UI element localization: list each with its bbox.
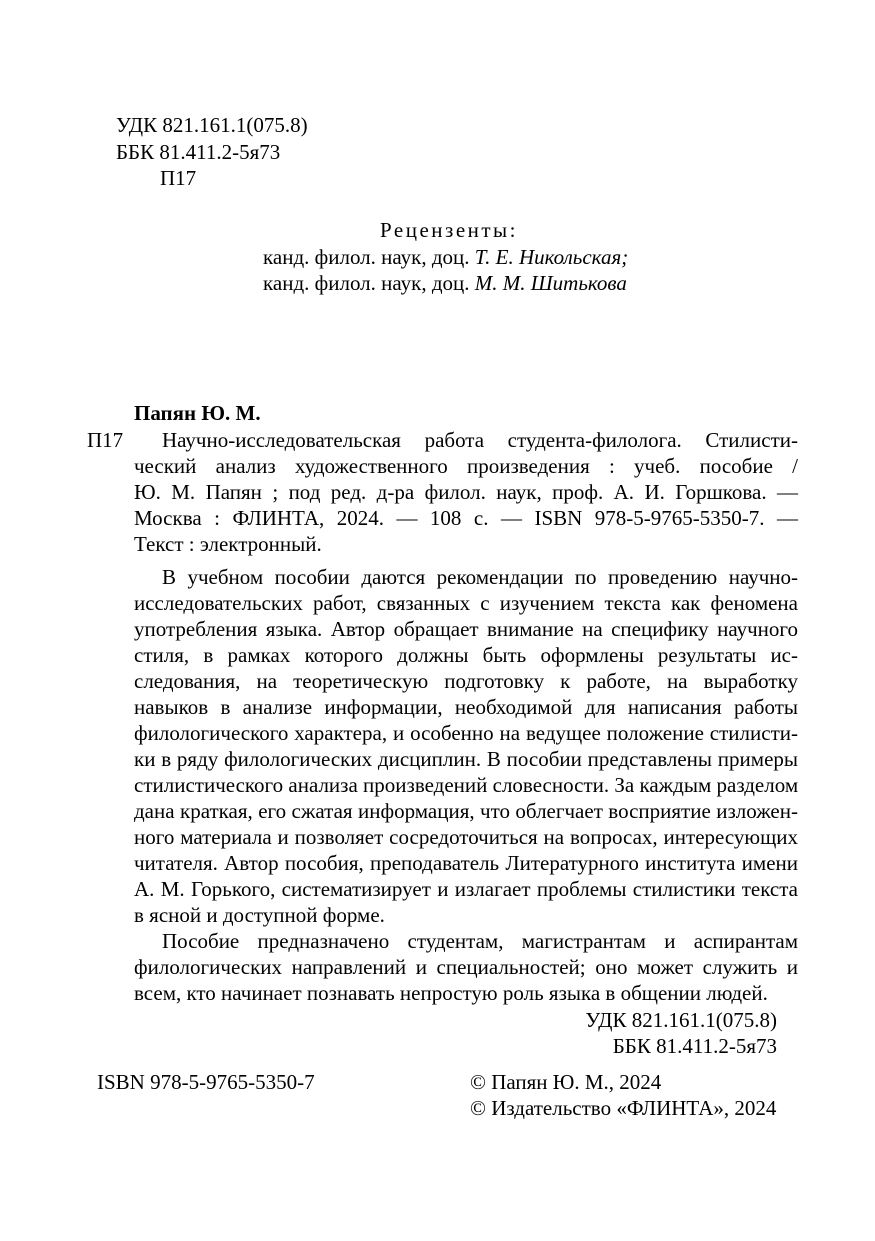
abstract-line: дана краткая, его сжатая информация, что облегчает восприятие изложен- — [134, 799, 798, 823]
reviewers-title: Рецензенты: — [380, 218, 518, 242]
reviewer-2-name: М. М. Шитькова — [474, 271, 627, 295]
abstract-line: всем, кто начинает познавать непростую роль языка в общении людей. — [134, 981, 768, 1005]
abstract-line: В учебном пособии даются рекомендации по проведению научно- — [162, 565, 798, 589]
copyright-author: © Папян Ю. М., 2024 — [470, 1070, 662, 1094]
bib-author: Папян Ю. М. — [134, 401, 261, 425]
abstract-line: стиля, в рамках которого должны быть оформлены результаты ис- — [134, 643, 798, 667]
abstract-line: ного материала и позволяет сосредоточиться на вопросах, интересующих — [134, 825, 798, 849]
abstract-line: стилистического анализа произведений словесности. За каждым разделом — [134, 773, 799, 797]
bib-code: П17 — [87, 428, 124, 452]
footer-udk: УДК 821.161.1(075.8) — [585, 1008, 777, 1032]
abstract-line: филологического характера, и особенно на ведущее положение стилисти- — [134, 721, 798, 745]
abstract-line: Пособие предназначено студентам, магистрантам и аспирантам — [162, 929, 798, 953]
abstract-line: филологических направлений и специальностей; оно может служить и — [134, 955, 798, 979]
reviewer-2-degree: канд. филол. наук, доц. — [263, 271, 475, 295]
reviewer-1 — [263, 244, 628, 270]
author-mark: П17 — [160, 166, 197, 190]
bib-line: Научно-исследовательская работа студента-филолога. Стилисти- — [162, 428, 798, 452]
udk-code: УДК 821.161.1(075.8) — [116, 113, 308, 137]
abstract-line: в ясной и доступной форме. — [134, 903, 385, 927]
footer-bbk: ББК 81.411.2-5я73 — [612, 1034, 777, 1058]
abstract-line: навыков в анализе информации, необходимой для написания работы — [134, 695, 798, 719]
abstract-line: следования, на теоретическую подготовку к работе, на выработку — [134, 669, 798, 693]
bbk-code: ББК 81.411.2-5я73 — [116, 140, 281, 164]
abstract-line: употребления языка. Автор обращает внимание на специфику научного — [134, 617, 798, 641]
bib-line: ческий анализ художественного произведения : учеб. пособие / — [134, 454, 798, 478]
bib-line: Текст : электронный. — [134, 532, 322, 556]
abstract-line: ки в ряду филологических дисциплин. В пособии представлены примеры — [134, 747, 798, 771]
isbn: ISBN 978-5-9765-5350-7 — [97, 1070, 315, 1094]
reviewer-1-name: Т. Е. Никольская; — [474, 245, 629, 269]
abstract-line: исследовательских работ, связанных с изучением текста как феномена — [134, 591, 798, 615]
bib-line: Ю. М. Папян ; под ред. д-ра филол. наук, проф. А. И. Горшкова. — — [134, 480, 798, 504]
abstract-line: читателя. Автор пособия, преподаватель Литературного института имени — [134, 851, 798, 875]
reviewer-1-degree: канд. филол. наук, доц. — [263, 245, 475, 269]
copyright-publisher: © Издательство «ФЛИНТА», 2024 — [470, 1096, 777, 1120]
abstract-line: А. М. Горького, систематизирует и излагает проблемы стилистики текста — [134, 877, 798, 901]
reviewer-2 — [263, 270, 627, 296]
bib-line: Москва : ФЛИНТА, 2024. — 108 с. — ISBN 978-5-9765-5350-7. — — [134, 506, 798, 530]
